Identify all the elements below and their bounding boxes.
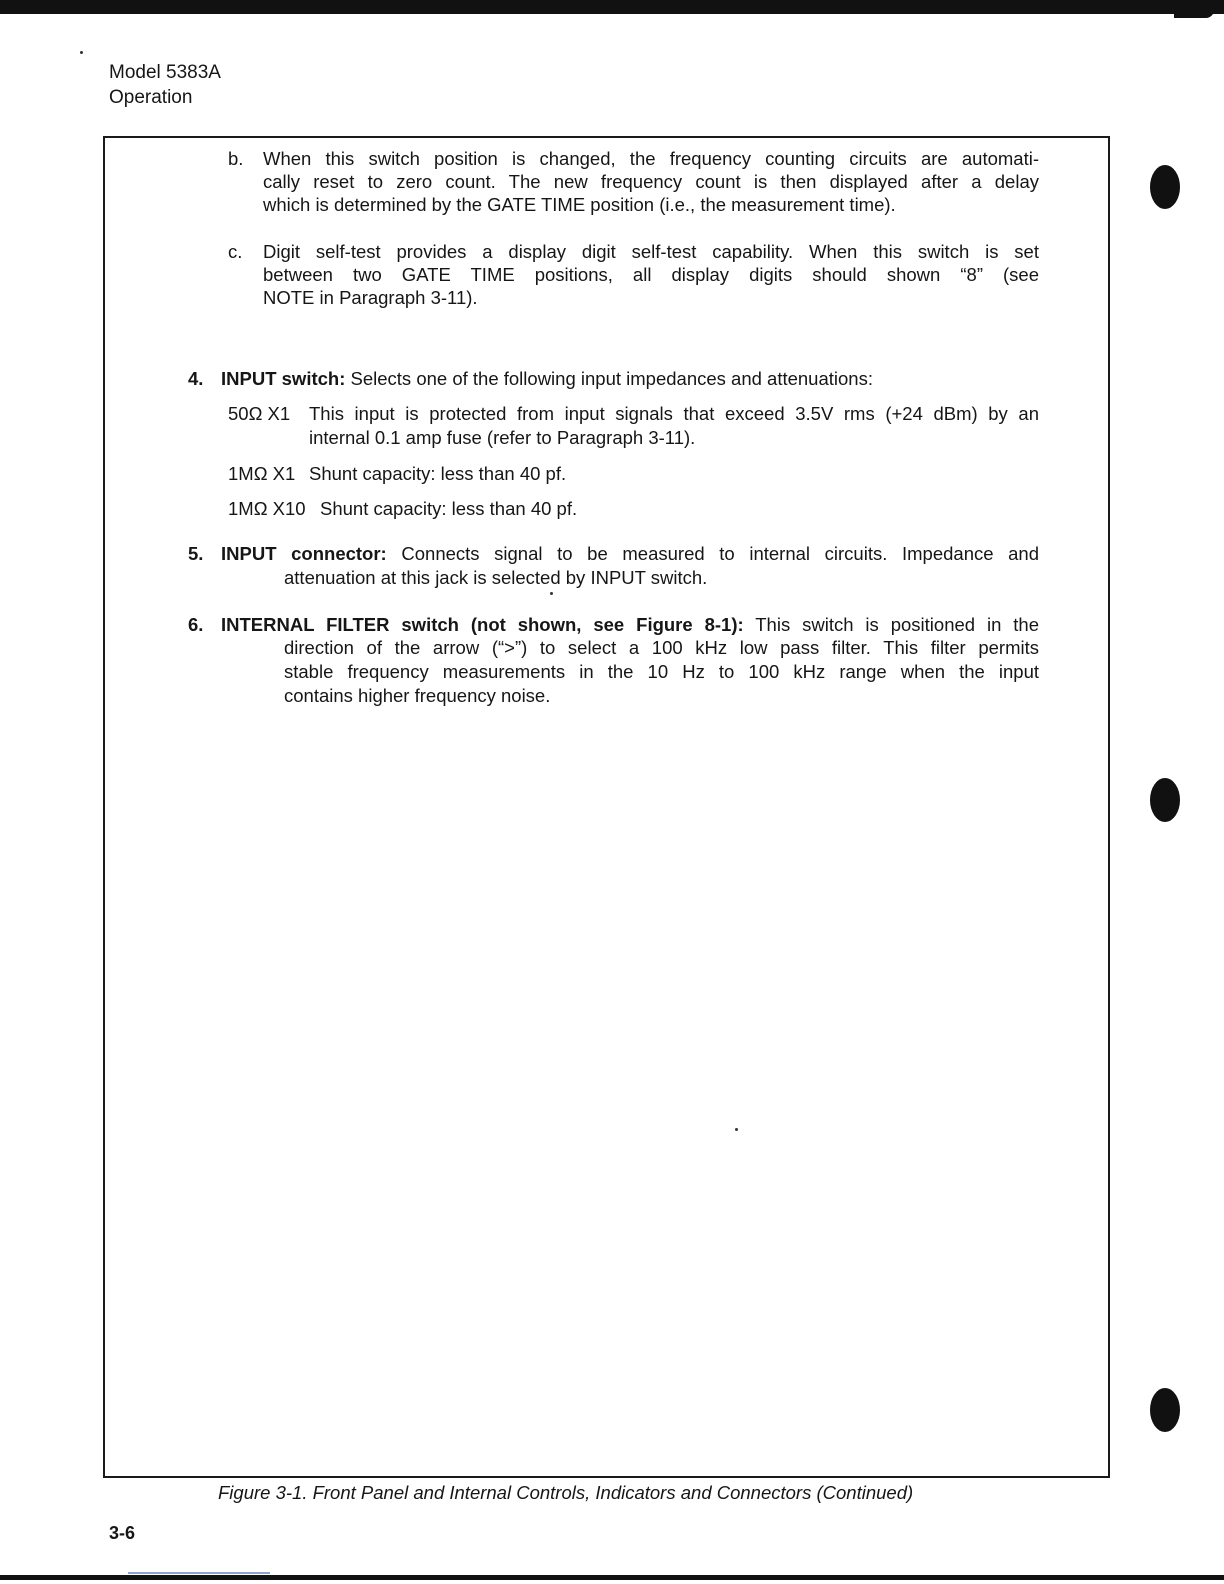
option-50ohm-line2: internal 0.1 amp fuse (refer to Paragraph 3-11).: [309, 427, 696, 448]
punch-hole-bottom: [1150, 1388, 1180, 1432]
header-model: Model 5383A: [109, 62, 221, 83]
item-6-line1: [221, 613, 1039, 637]
item-5-line2: attenuation at this jack is selected by INPUT switch.: [284, 567, 708, 588]
item-4-text: Selects one of the following input impedances and attenuations:: [350, 368, 873, 389]
header-section: Operation: [109, 87, 193, 108]
scan-speck: [550, 592, 553, 595]
item-5-line1: [221, 542, 1039, 566]
scan-speck: [80, 51, 83, 54]
item-b-line2: cally reset to zero count. The new frequency count is then displayed after a delay: [263, 171, 1039, 192]
bottom-scan-line: [128, 1572, 270, 1574]
item-c-line1: Digit self-test provides a display digit self-test capability. When this switch is set: [263, 241, 1039, 262]
item-c-marker: c.: [228, 241, 243, 262]
punch-hole-middle: [1150, 778, 1180, 822]
scan-speck: [735, 1128, 738, 1131]
item-6-line4: contains higher frequency noise.: [284, 685, 551, 706]
option-50ohm-line1: This input is protected from input signals that exceed 3.5V rms (+24 dBm) by an: [309, 403, 1039, 424]
option-50ohm-label: 50Ω X1: [228, 403, 291, 424]
bottom-scan-rule: [0, 1575, 1224, 1580]
item-6-term: INTERNAL FILTER switch (not shown, see Figure 8-1):: [221, 614, 744, 635]
item-6-number: 6.: [188, 614, 204, 635]
item-b-line3: which is determined by the GATE TIME position (i.e., the measurement time).: [263, 194, 896, 215]
item-5-term: INPUT connector:: [221, 543, 387, 564]
item-c-line2: between two GATE TIME positions, all display digits should shown “8” (see: [263, 264, 1039, 285]
top-scan-rule-tail: [1174, 6, 1214, 18]
item-b-marker: b.: [228, 148, 244, 169]
item-6-line2: direction of the arrow (“>”) to select a 100 kHz low pass filter. This filter permits: [284, 637, 1039, 658]
figure-caption: Figure 3-1. Front Panel and Internal Controls, Indicators and Connectors (Continued): [218, 1482, 914, 1503]
figure-frame: [103, 136, 1110, 1478]
item-5-text: Connects signal to be measured to internal circuits. Impedance and: [401, 543, 1040, 564]
option-1mohm-x1-text: Shunt capacity: less than 40 pf.: [309, 463, 567, 484]
top-scan-rule: [0, 0, 1224, 14]
item-6-text: This switch is positioned in the: [755, 614, 1040, 635]
item-4-term: INPUT switch:: [221, 368, 346, 389]
item-6-line3: stable frequency measurements in the 10 Hz to 100 kHz range when the input: [284, 661, 1039, 682]
item-4-number: 4.: [188, 368, 204, 389]
item-b-line1: When this switch position is changed, the frequency counting circuits are automati-: [263, 148, 1039, 169]
punch-hole-top: [1150, 165, 1180, 209]
item-5-number: 5.: [188, 543, 204, 564]
item-c-line3: NOTE in Paragraph 3-11).: [263, 287, 478, 308]
item-4-line: [221, 367, 873, 391]
option-1mohm-x10-label: 1MΩ X10: [228, 498, 306, 519]
page-number: 3-6: [109, 1523, 136, 1543]
page-header: [109, 60, 221, 110]
option-1mohm-x1-label: 1MΩ X1: [228, 463, 296, 484]
option-1mohm-x10-text: Shunt capacity: less than 40 pf.: [320, 498, 578, 519]
